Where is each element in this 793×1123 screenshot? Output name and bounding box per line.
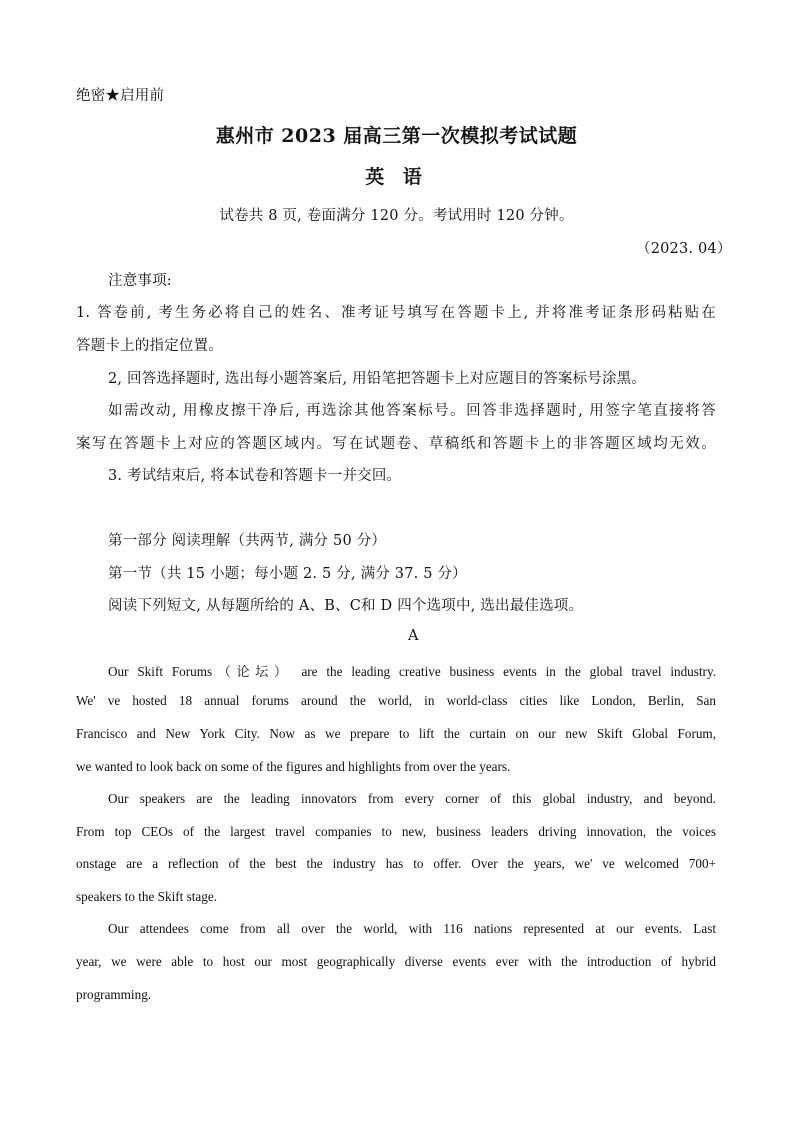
note-line-2: 答题卡上的指定位置。: [76, 338, 223, 354]
exam-date: （2023. 04）: [636, 241, 732, 257]
passage-line: onstage are a reflection of the best the industry has to offer. Over the years, we' ve welcomed 700+: [76, 856, 716, 871]
passage-line: we wanted to look back on some of the figures and highlights from over the years.: [76, 759, 511, 774]
passage-line: From top CEOs of the largest travel companies to new, business leaders driving innovation, the voices: [76, 824, 716, 839]
note-line-6: 3. 考试结束后, 将本试卷和答题卡一并交回。: [108, 468, 402, 484]
passage-line: Our Skift Forums（论坛） are the leading creative business events in the global travel industry.: [108, 664, 716, 679]
exam-info: 试卷共 8 页, 卷面满分 120 分。考试用时 120 分钟。: [219, 208, 574, 224]
confidential-label: 绝密★启用前: [76, 88, 165, 104]
passage-label: A: [408, 628, 419, 644]
notes-heading: 注意事项:: [108, 273, 172, 289]
passage-line: Our speakers are the leading innovators from every corner of this global industry, and beyond.: [108, 791, 716, 806]
part-heading: 第一部分 阅读理解（共两节, 满分 50 分）: [108, 533, 387, 549]
passage-line: Francisco and New York City. Now as we prepare to lift the curtain on our new Skift Global Forum,: [76, 726, 716, 741]
passage-line: Our attendees come from all over the world, with 116 nations represented at our events. Last: [108, 921, 716, 936]
passage-line: speakers to the Skift stage.: [76, 889, 217, 904]
reading-instruction: 阅读下列短文, 从每题所给的 A、B、C和 D 四个选项中, 选出最佳选项。: [108, 598, 584, 614]
passage-line: programming.: [76, 987, 152, 1002]
passage-line: We' ve hosted 18 annual forums around the world, in world-class cities like London, Berlin, San: [76, 693, 716, 708]
note-line-3: 2, 回答选择题时, 选出每小题答案后, 用铅笔把答题卡上对应题目的答案标号涂黑。: [108, 371, 647, 387]
note-line-5: 案写在答题卡上对应的答题区域内。写在试题卷、草稿纸和答题卡上的非答题区域均无效。: [76, 436, 716, 452]
exam-title: 惠州市 2023 届高三第一次模拟考试试题: [215, 125, 578, 147]
section-heading: 第一节（共 15 小题；每小题 2. 5 分, 满分 37. 5 分）: [108, 566, 467, 582]
note-line-4: 如需改动, 用橡皮擦干净后, 再选涂其他答案标号。回答非选择题时, 用签字笔直接将答: [108, 403, 716, 419]
note-line-1: 1. 答卷前, 考生务必将自己的姓名、准考证号填写在答题卡上, 并将准考证条形码粘贴在: [76, 305, 716, 321]
passage-line: year, we were able to host our most geographically diverse events ever with the introduction of hybrid: [76, 954, 716, 969]
subject-title: 英 语: [365, 166, 428, 188]
